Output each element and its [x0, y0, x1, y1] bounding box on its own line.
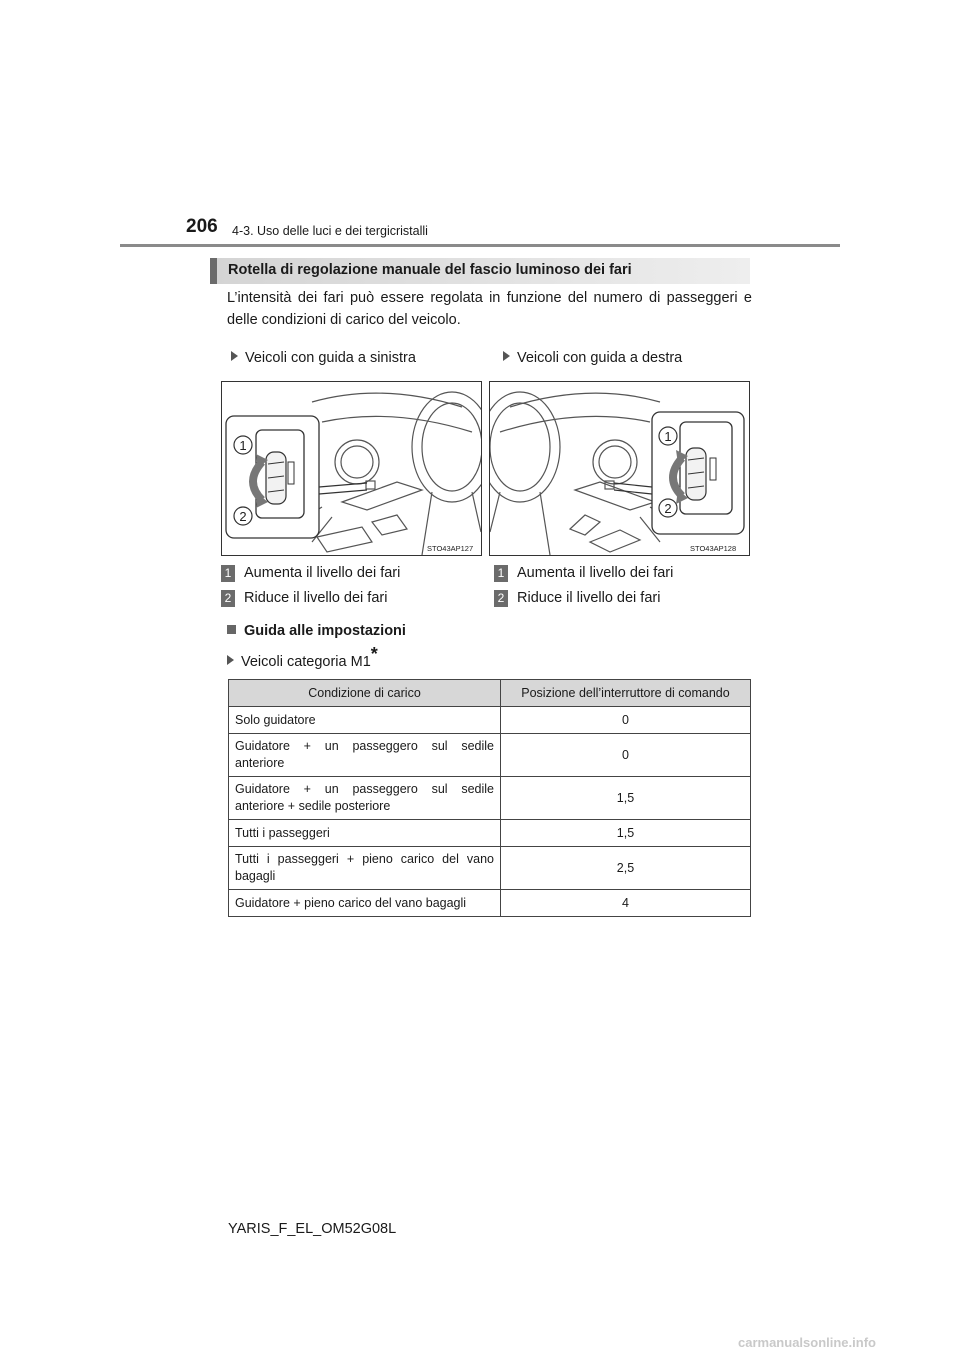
settings-guide-text: Guida alle impostazioni: [244, 623, 406, 639]
left-callout-1: 1: [239, 438, 247, 453]
left-legend-item-2: [221, 590, 387, 607]
condition-cell: Solo guidatore: [229, 707, 501, 734]
right-hand-drive-illustration: [489, 381, 750, 556]
vehicle-category-label: [227, 644, 378, 670]
header-rule: [120, 244, 840, 247]
document-code: YARIS_F_EL_OM52G08L: [228, 1221, 397, 1237]
right-callout-2: 2: [664, 501, 672, 516]
dashboard-illustration-rhd: [490, 382, 749, 555]
table-header-position: Posizione dell’interruttore di comando: [501, 680, 751, 707]
legend-number-badge: 1: [494, 565, 508, 582]
table-header-condition: Condizione di carico: [229, 680, 501, 707]
footnote-asterisk: *: [370, 644, 378, 664]
legend-text: Aumenta il livello dei fari: [517, 565, 674, 581]
dashboard-illustration-lhd: [222, 382, 481, 555]
left-legend-item-1: [221, 565, 400, 582]
page-number: 206: [186, 216, 218, 237]
right-figure-code: STO43AP128: [690, 544, 737, 553]
settings-guide-heading: [227, 623, 406, 639]
right-legend-item-2: [494, 590, 660, 607]
chapter-title: 4-3. Uso delle luci e dei tergicristalli: [232, 224, 428, 238]
condition-cell: Guidatore + un passeggero sul sedile anteriore + sedile posteriore: [229, 777, 501, 820]
left-hand-drive-illustration: [221, 381, 482, 556]
load-settings-table: [228, 679, 751, 917]
legend-text: Riduce il livello dei fari: [244, 590, 388, 606]
legend-text: Aumenta il livello dei fari: [244, 565, 401, 581]
right-callout-1: 1: [664, 429, 672, 444]
table-row: [229, 847, 751, 890]
triangle-bullet-icon: [231, 351, 238, 361]
section-heading: Rotella di regolazione manuale del fascio luminoso dei fari: [228, 262, 632, 278]
table-row: [229, 777, 751, 820]
legend-number-badge: 2: [221, 590, 235, 607]
right-drive-text: Veicoli con guida a destra: [517, 350, 683, 366]
legend-number-badge: 1: [221, 565, 235, 582]
position-cell: 1,5: [501, 820, 751, 847]
section-heading-tab: [210, 258, 217, 284]
legend-text: Riduce il livello dei fari: [517, 590, 661, 606]
table-row: [229, 707, 751, 734]
left-drive-text: Veicoli con guida a sinistra: [245, 350, 416, 366]
left-callout-2: 2: [239, 509, 247, 524]
table-header-row: [229, 680, 751, 707]
table-row: [229, 890, 751, 917]
watermark: carmanualsonline.info: [738, 1335, 876, 1350]
condition-cell: Tutti i passeggeri: [229, 820, 501, 847]
square-bullet-icon: [227, 625, 236, 634]
triangle-bullet-icon: [227, 655, 234, 665]
triangle-bullet-icon: [503, 351, 510, 361]
intro-paragraph: L’intensità dei fari può essere regolata in funzione del numero di passeggeri e delle condizioni di carico del veicolo.: [227, 290, 752, 328]
position-cell: 4: [501, 890, 751, 917]
position-cell: 1,5: [501, 777, 751, 820]
legend-number-badge: 2: [494, 590, 508, 607]
position-cell: 0: [501, 734, 751, 777]
section-heading-bar: [210, 258, 750, 284]
table-row: [229, 820, 751, 847]
right-drive-label: [503, 350, 682, 366]
left-figure-code: STO43AP127: [427, 544, 474, 553]
table-row: [229, 734, 751, 777]
left-drive-label: [231, 350, 416, 366]
condition-cell: Tutti i passeggeri + pieno carico del vano bagagli: [229, 847, 501, 890]
vehicle-category-text: Veicoli categoria M1: [241, 654, 371, 670]
position-cell: 2,5: [501, 847, 751, 890]
position-cell: 0: [501, 707, 751, 734]
right-legend-item-1: [494, 565, 673, 582]
condition-cell: Guidatore + pieno carico del vano bagagli: [229, 890, 501, 917]
condition-cell: Guidatore + un passeggero sul sedile anteriore: [229, 734, 501, 777]
